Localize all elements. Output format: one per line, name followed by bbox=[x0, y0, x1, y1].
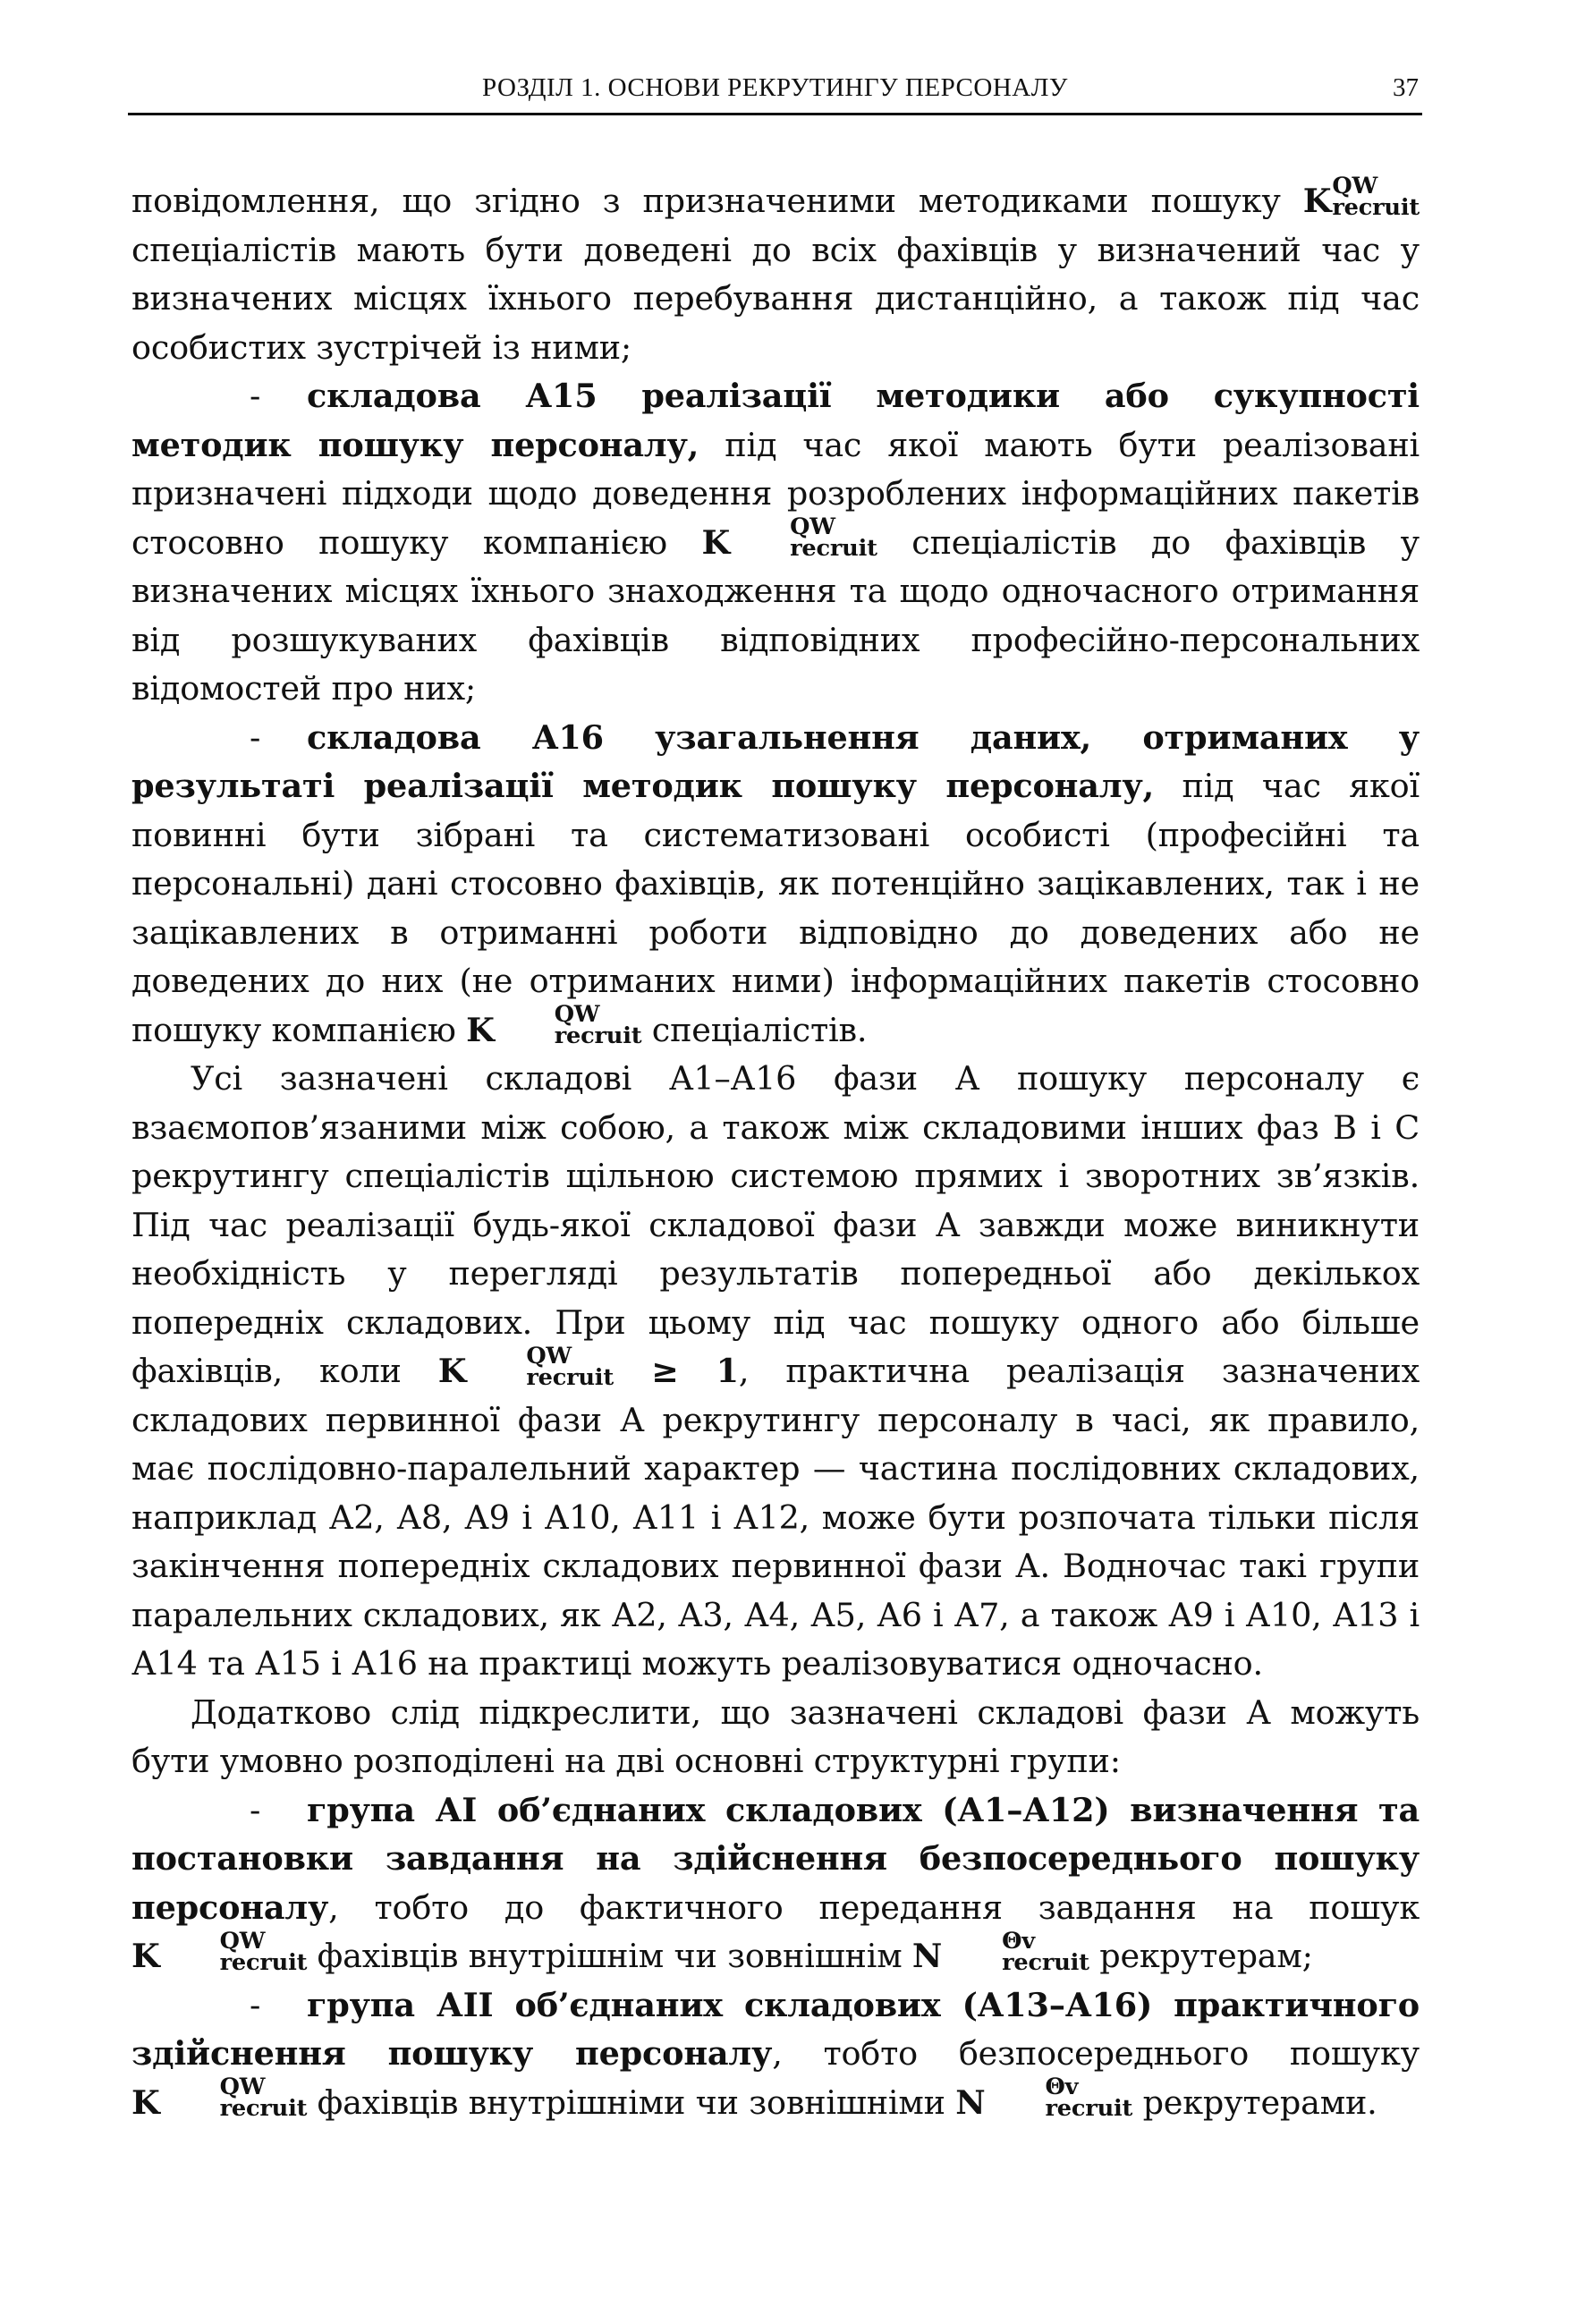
list-dash: - bbox=[250, 377, 261, 415]
term-group-ai: група АІ об’єднаних складових (А1–А12) визначення та постановки завдання на здійснення безпосереднього пошуку персоналу bbox=[131, 1790, 1420, 1927]
k-qw-recruit-symbol: K QW recruit bbox=[466, 1001, 642, 1049]
k-qw-recruit-symbol: K QW recruit bbox=[131, 2074, 308, 2122]
body-text bbox=[131, 172, 1420, 2127]
k-qw-recruit-symbol: K QW recruit bbox=[131, 1927, 308, 1976]
page-number: 37 bbox=[1393, 73, 1419, 102]
paragraph-3-a16: - складова А16 узагальнення даних, отриманих у результаті реалізації методик пошуку персоналу, під час якої повинні бути зібрані та систематизовані особисті (професійні та персональні) дані стосовно фахівців, як потенційно зацікавлених, так і не зацікавлених в отриманні роботи відповідно до доведених або не доведених до них (не отриманих ними) інформаційних пакетів стосовно пошуку компанією K QW recruit спеціалістів. bbox=[131, 714, 1420, 1056]
term-a15: складова А15 реалізації методики або сукупності методик пошуку персоналу, bbox=[131, 377, 1420, 464]
k-qw-recruit-symbol: K QW recruit bbox=[1302, 172, 1420, 221]
list-dash: - bbox=[250, 1790, 261, 1829]
term-group-aii: група АІІ об’єднаних складових (А13–А16) практичного здійснення пошуку персоналу bbox=[131, 1985, 1420, 2073]
chapter-title: РОЗДІЛ 1. ОСНОВИ РЕКРУТИНГУ ПЕРСОНАЛУ bbox=[482, 73, 1068, 102]
list-dash: - bbox=[250, 717, 261, 757]
paragraph-2-a15: - складова А15 реалізації методики або сукупності методик пошуку персоналу, під час якої мають бути реалізовані призначені підходи щодо доведення розроблених інформаційних пакетів стосовно пошуку компанією K QW recruit спеціалістів до фахівців у визначених місцях їхнього знаходження та щодо одночасного отримання від розшукуваних фахівців відповідних професійно-персональних відомостей про них; bbox=[131, 372, 1420, 714]
paragraph-1: повідомлення, що згідно з призначеними методиками пошуку K QW recruit спеціалістів мають бути доведені до всіх фахівців у визначений час у визначених місцях їхнього перебування дистанційно, а також під час особистих зустрічей із ними; bbox=[131, 172, 1420, 367]
list-dash: - bbox=[250, 1985, 261, 2024]
running-header bbox=[128, 70, 1422, 115]
paragraph-6-group-ai: - група АІ об’єднаних складових (А1–А12) визначення та постановки завдання на здійснення безпосереднього пошуку персоналу, тобто до фактичного передання завдання на пошук K QW recruit фахівців внутрішнім чи зовнішнім N Θv recruit рекрутерам; bbox=[131, 1786, 1420, 1981]
paragraph-5: Додатково слід підкреслити, що зазначені складові фази А можуть бути умовно розподілені на дві основні структурні групи: bbox=[131, 1692, 1420, 1780]
n-theta-recruit-symbol: N Θv recruit bbox=[955, 2074, 1133, 2122]
term-a16: складова А16 узагальнення даних, отриманих у результаті реалізації методик пошуку персоналу, bbox=[131, 717, 1420, 805]
k-qw-recruit-inequality: K QW recruit ≥ 1 bbox=[437, 1342, 739, 1391]
n-theta-recruit-symbol: N Θv recruit bbox=[911, 1927, 1089, 1976]
paragraph-4: Усі зазначені складові А1–А16 фази А пошуку персоналу є взаємопов’язаними між собою, а також між складовими інших фаз В і С рекрутингу спеціалістів щільною системою прямих і зворотних зв’язків. Під час реалізації будь-якої складової фази А завжди може виникнути необхідність у перегляді результатів попередньої або декількох попередніх складових. При цьому під час пошуку одного або більше фахівців, коли K QW recruit ≥ 1, практична реалізація зазначених складових первинної фази А рекрутингу персоналу в часі, як правило, має послідовно-паралельний характер — частина послідовних складових, наприклад А2, А8, А9 і А10, А11 і А12, може бути розпочата тільки після закінчення попередніх складових первинної фази А. Водночас такі групи паралельних складових, як А2, А3, А4, А5, А6 і А7, а також А9 і А10, А13 і А14 та А15 і А16 на практиці можуть реалізовуватися одночасно. bbox=[131, 1059, 1420, 1683]
paragraph-7-group-aii: - група АІІ об’єднаних складових (А13–А16) практичного здійснення пошуку персоналу, тобто безпосереднього пошуку K QW recruit фахівців внутрішніми чи зовнішніми N Θv recruit рекрутерами. bbox=[131, 1981, 1420, 2128]
k-qw-recruit-symbol: K QW recruit bbox=[701, 513, 877, 562]
